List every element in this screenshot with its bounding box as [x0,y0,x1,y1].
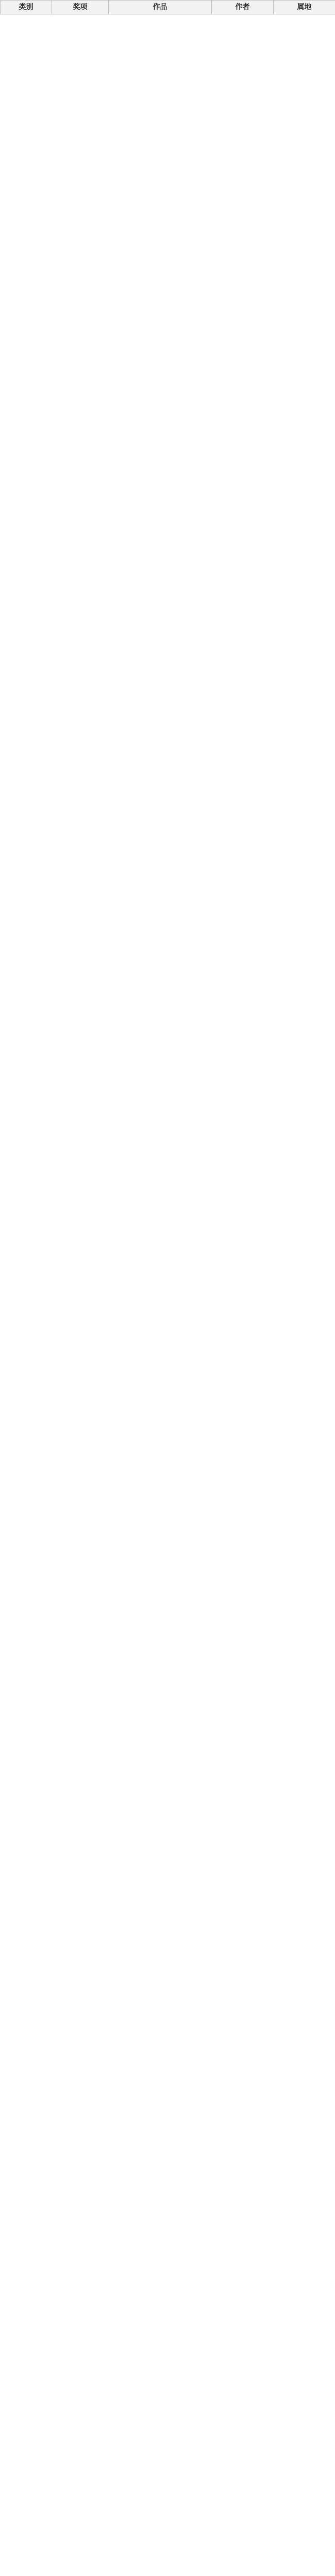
header-author: 作者 [212,1,274,14]
header-award: 奖项 [52,1,109,14]
award-list-table [0,0,335,14]
header-category: 类别 [1,1,52,14]
header-work: 作品 [109,1,212,14]
header-row [1,1,335,14]
table-header [1,1,335,14]
header-region: 属地 [274,1,335,14]
